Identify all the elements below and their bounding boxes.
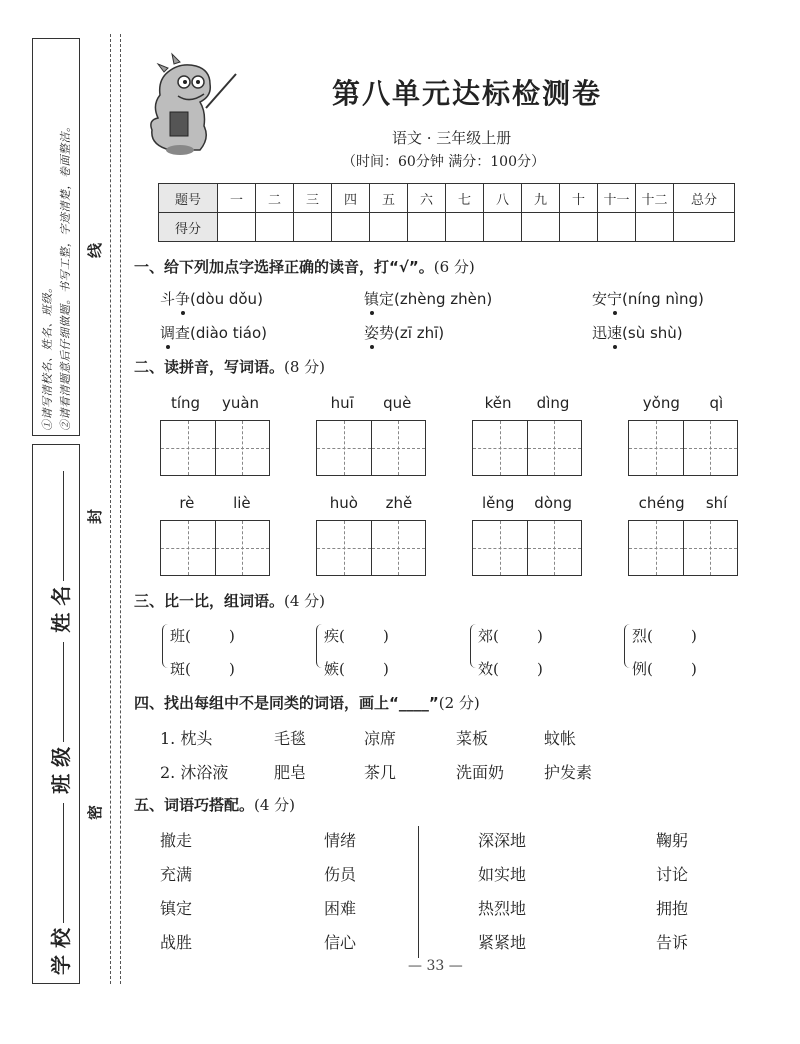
col-6: 六 (408, 184, 446, 213)
char: 安 (592, 290, 608, 308)
total-label: 总分 (674, 184, 735, 213)
section-1-title-text: 一、给下列加点字选择正确的读音，打“√”。 (134, 258, 434, 276)
section-3-title (134, 590, 325, 611)
match-word[interactable]: 讨论 (656, 865, 689, 884)
char: 斗 (160, 290, 176, 308)
char: 查 (175, 324, 191, 342)
match-word[interactable]: 热烈地 (478, 899, 527, 918)
match-word[interactable]: 深深地 (478, 831, 527, 850)
binding-word-seal: 封 (86, 508, 104, 524)
word-option[interactable]: 毛毯 (274, 729, 307, 748)
pinyin-grid-group (160, 494, 270, 576)
pinyin-grid-group (628, 394, 738, 476)
match-word[interactable]: 情绪 (324, 831, 357, 850)
dotted-char: 争 (175, 290, 191, 308)
dotted-char: 调 (160, 324, 176, 342)
match-word[interactable]: 战胜 (160, 933, 193, 952)
compare-item[interactable]: 效( ) (478, 660, 543, 678)
match-word[interactable]: 拥抱 (656, 899, 689, 918)
pinyin: huò (329, 494, 358, 512)
char: 定 (379, 290, 395, 308)
pinyin-options: (níng nìng) (622, 290, 704, 308)
reading-item[interactable] (364, 288, 492, 309)
binding-word-secret: 密 (86, 804, 104, 820)
score-cell[interactable] (636, 213, 674, 242)
section-5-points: (4 分) (254, 796, 296, 814)
compare-item[interactable]: 嫉( ) (324, 660, 389, 678)
dotted-char: 姿 (364, 324, 380, 342)
writing-cell[interactable] (161, 521, 215, 575)
binding-word-line: 线 (86, 242, 104, 258)
writing-cell[interactable] (527, 421, 582, 475)
compare-item[interactable]: 斑( ) (170, 660, 235, 678)
score-cell[interactable] (256, 213, 294, 242)
match-word[interactable]: 告诉 (656, 933, 689, 952)
col-10: 十 (560, 184, 598, 213)
instruction-box (32, 38, 80, 436)
score-cell[interactable] (218, 213, 256, 242)
dotted-char: 镇 (364, 290, 380, 308)
pinyin: liè (233, 494, 251, 512)
section-4-title-text: 四、找出每组中不是同类的词语，画上“____” (134, 694, 439, 712)
score-cell[interactable] (484, 213, 522, 242)
word-option[interactable]: 茶几 (364, 763, 397, 782)
section-5-title-text: 五、词语巧搭配。 (134, 796, 255, 814)
char: 势 (379, 324, 395, 342)
school-field[interactable] (45, 471, 74, 975)
writing-cell[interactable] (317, 521, 371, 575)
word-option[interactable]: 凉席 (364, 729, 397, 748)
score-cell[interactable] (560, 213, 598, 242)
score-label: 得分 (159, 213, 218, 242)
word-option[interactable]: 肥皂 (274, 763, 307, 782)
section-2-points: (8 分) (284, 358, 326, 376)
col-9: 九 (522, 184, 560, 213)
name-label: 姓 名 (49, 585, 73, 633)
writing-cell[interactable] (215, 421, 270, 475)
score-cell[interactable] (522, 213, 560, 242)
writing-cell[interactable] (371, 421, 426, 475)
pinyin: yǒng (642, 394, 680, 412)
word-option[interactable]: 洗面奶 (456, 763, 505, 782)
pinyin-grid-group (628, 494, 738, 576)
word-option[interactable]: 菜板 (456, 729, 489, 748)
match-word[interactable]: 紧紧地 (478, 933, 527, 952)
col-1: 一 (218, 184, 256, 213)
writing-cell[interactable] (215, 521, 270, 575)
match-divider (418, 826, 419, 958)
section-3-title-text: 三、比一比，组词语。 (134, 592, 285, 610)
cut-line-right (120, 34, 121, 984)
dotted-char: 宁 (607, 290, 623, 308)
section-4-title (134, 692, 480, 713)
section-5-title (134, 794, 295, 815)
reading-item[interactable] (160, 322, 267, 343)
pinyin: què (383, 394, 412, 412)
pinyin: dòng (534, 494, 573, 512)
pinyin-grid-group (316, 494, 426, 576)
compare-group (324, 622, 389, 688)
writing-cell[interactable] (683, 421, 738, 475)
instruction-note-1: ①请写清校名、姓名、班级。 (41, 281, 54, 431)
pinyin: kěn (484, 394, 512, 412)
score-cell[interactable] (294, 213, 332, 242)
match-word[interactable]: 镇定 (160, 899, 193, 918)
total-score-cell[interactable] (674, 213, 735, 242)
score-table (158, 183, 735, 242)
compare-item[interactable]: 例( ) (632, 660, 697, 678)
pinyin: zhě (385, 494, 413, 512)
score-cell[interactable] (332, 213, 370, 242)
section-3-points: (4 分) (284, 592, 326, 610)
writing-cell[interactable] (161, 421, 215, 475)
reading-item[interactable] (592, 288, 704, 309)
page-number: — 33 — (408, 958, 463, 974)
pinyin-options: (sù shù) (622, 324, 683, 342)
writing-cell[interactable] (317, 421, 371, 475)
school-label: 学 校 (49, 928, 73, 975)
col-11: 十一 (598, 184, 636, 213)
reading-item[interactable] (364, 322, 444, 343)
writing-cell[interactable] (473, 421, 527, 475)
score-cell[interactable] (408, 213, 446, 242)
score-cell[interactable] (446, 213, 484, 242)
pinyin: qì (709, 394, 724, 412)
pinyin: yuàn (221, 394, 260, 412)
writing-cell[interactable] (473, 521, 527, 575)
writing-cell[interactable] (527, 521, 582, 575)
question-number-label: 题号 (159, 184, 218, 213)
match-word[interactable]: 如实地 (478, 865, 527, 884)
page-title: 第八单元达标检测卷 (332, 77, 603, 110)
pinyin-grid-group (316, 394, 426, 476)
col-12: 十二 (636, 184, 674, 213)
match-word[interactable]: 信心 (324, 933, 357, 952)
char: 迅 (592, 324, 608, 342)
pinyin: rè (179, 494, 195, 512)
pinyin-options: (zī zhī) (394, 324, 445, 342)
subtitle: 语文 · 三年级上册 (392, 129, 512, 147)
word-option[interactable]: 1. 枕头 (160, 729, 213, 748)
writing-cell[interactable] (629, 421, 683, 475)
reading-item[interactable] (592, 322, 683, 343)
instruction-note-2: ②请看清题意后仔细做题。书写工整，字迹清楚，卷面整洁。 (59, 120, 72, 431)
pinyin-options: (zhèng zhèn) (394, 290, 493, 308)
col-4: 四 (332, 184, 370, 213)
word-option[interactable]: 蚊帐 (544, 729, 577, 748)
pinyin-grid-group (472, 494, 582, 576)
score-cell[interactable] (370, 213, 408, 242)
match-word[interactable]: 困难 (324, 899, 357, 918)
col-2: 二 (256, 184, 294, 213)
class-label: 班 级 (49, 746, 73, 794)
pinyin-grid-group (160, 394, 270, 476)
pinyin: shí (705, 494, 728, 512)
cut-line-left (110, 34, 111, 984)
compare-group (170, 622, 235, 688)
writing-cell[interactable] (371, 521, 426, 575)
compare-item[interactable]: 疾( ) (324, 627, 389, 645)
pinyin-options: (diào tiáo) (190, 324, 267, 342)
pinyin: chéng (638, 494, 685, 512)
compare-group (632, 622, 697, 688)
section-1-points: (6 分) (433, 258, 475, 276)
writing-cell[interactable] (629, 521, 683, 575)
col-5: 五 (370, 184, 408, 213)
reading-item[interactable] (160, 288, 263, 309)
word-option[interactable]: 2. 沐浴液 (160, 763, 229, 782)
pinyin: tíng (170, 394, 201, 412)
dinosaur-teacher-illustration (140, 50, 240, 158)
section-2-title-text: 二、读拼音，写词语。 (134, 358, 285, 376)
col-7: 七 (446, 184, 484, 213)
student-info-box (32, 444, 80, 984)
word-option[interactable]: 护发素 (544, 763, 593, 782)
score-cell[interactable] (598, 213, 636, 242)
pinyin: dìng (536, 394, 570, 412)
dotted-char: 速 (607, 324, 623, 342)
exam-info: （时间：60分钟 满分：100分） (342, 154, 545, 170)
pinyin-options: (dòu dǒu) (190, 290, 263, 308)
section-2-title (134, 356, 325, 377)
section-1-title (134, 256, 475, 277)
pinyin: huī (330, 394, 354, 412)
compare-group (478, 622, 543, 688)
compare-item[interactable]: 烈( ) (632, 627, 697, 645)
match-word[interactable]: 鞠躬 (656, 831, 689, 850)
score-table-score-row (159, 213, 735, 242)
compare-item[interactable]: 班( ) (170, 627, 235, 645)
score-table-header-row (159, 184, 735, 213)
match-word[interactable]: 伤员 (324, 865, 357, 884)
col-8: 八 (484, 184, 522, 213)
match-word[interactable]: 撤走 (160, 831, 193, 850)
writing-cell[interactable] (683, 521, 738, 575)
compare-item[interactable]: 郊( ) (478, 627, 543, 645)
section-4-points: (2 分) (438, 694, 480, 712)
pinyin-grid-group (472, 394, 582, 476)
col-3: 三 (294, 184, 332, 213)
pinyin: lěng (481, 494, 515, 512)
match-word[interactable]: 充满 (160, 865, 193, 884)
